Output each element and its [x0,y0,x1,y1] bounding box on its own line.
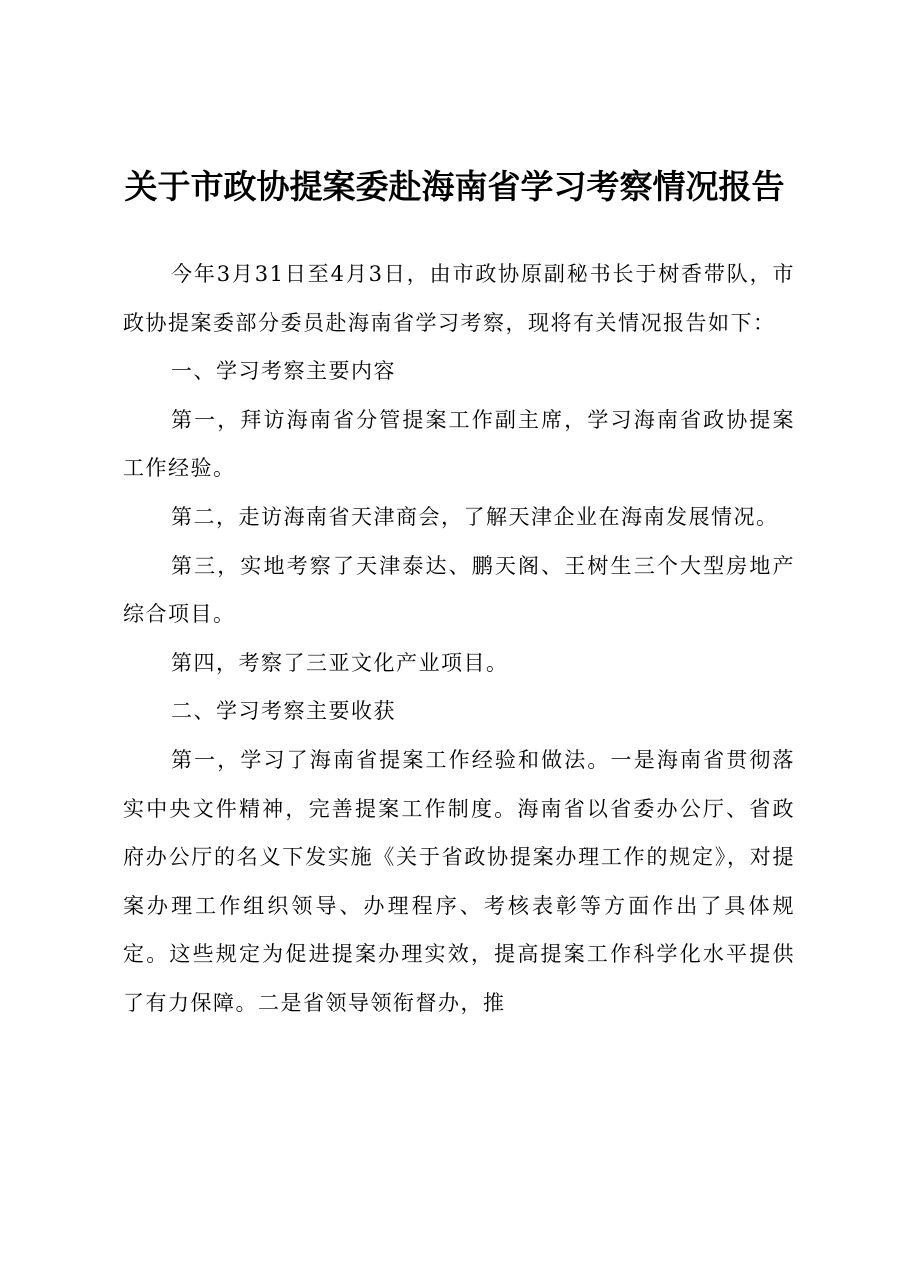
paragraph-item-2: 第二，走访海南省天津商会，了解天津企业在海南发展情况。 [171,504,779,529]
document-body [123,250,795,1028]
document-title: 关于市政协提案委赴海南省学习考察情况报告 [124,167,785,206]
paragraph-item-1: 第一，拜访海南省分管提案工作副主席，学习海南省政协提案工作经验。 [123,407,795,481]
paragraph-item-4: 第四，考察了三亚文化产业项目。 [171,650,509,675]
section-heading-1: 一、学习考察主要内容 [171,359,396,384]
paragraph-intro: 今年3月31日至4月3日，由市政协原副秘书长于树香带队，市政协提案委部分委员赴海南省学习考察，现将有关情况报告如下： [123,262,795,335]
paragraph-gain-1: 第一，学习了海南省提案工作经验和做法。一是海南省贯彻落实中央文件精神，完善提案工作制度。海南省以省委办公厅、省政府办公厅的名义下发实施《关于省政协提案办理工作的规定》，对提案办理工作组织领导、办理程序、考核表彰等方面作出了具体规定。这些规定为促进提案办理实效，提高提案工作科学化水平提供了有力保障。二是省领导领衔督办，推 [123,747,795,1015]
section-heading-2: 二、学习考察主要收获 [171,699,396,724]
paragraph-item-3: 第三，实地考察了天津泰达、鹏天阁、王树生三个大型房地产综合项目。 [123,553,795,627]
